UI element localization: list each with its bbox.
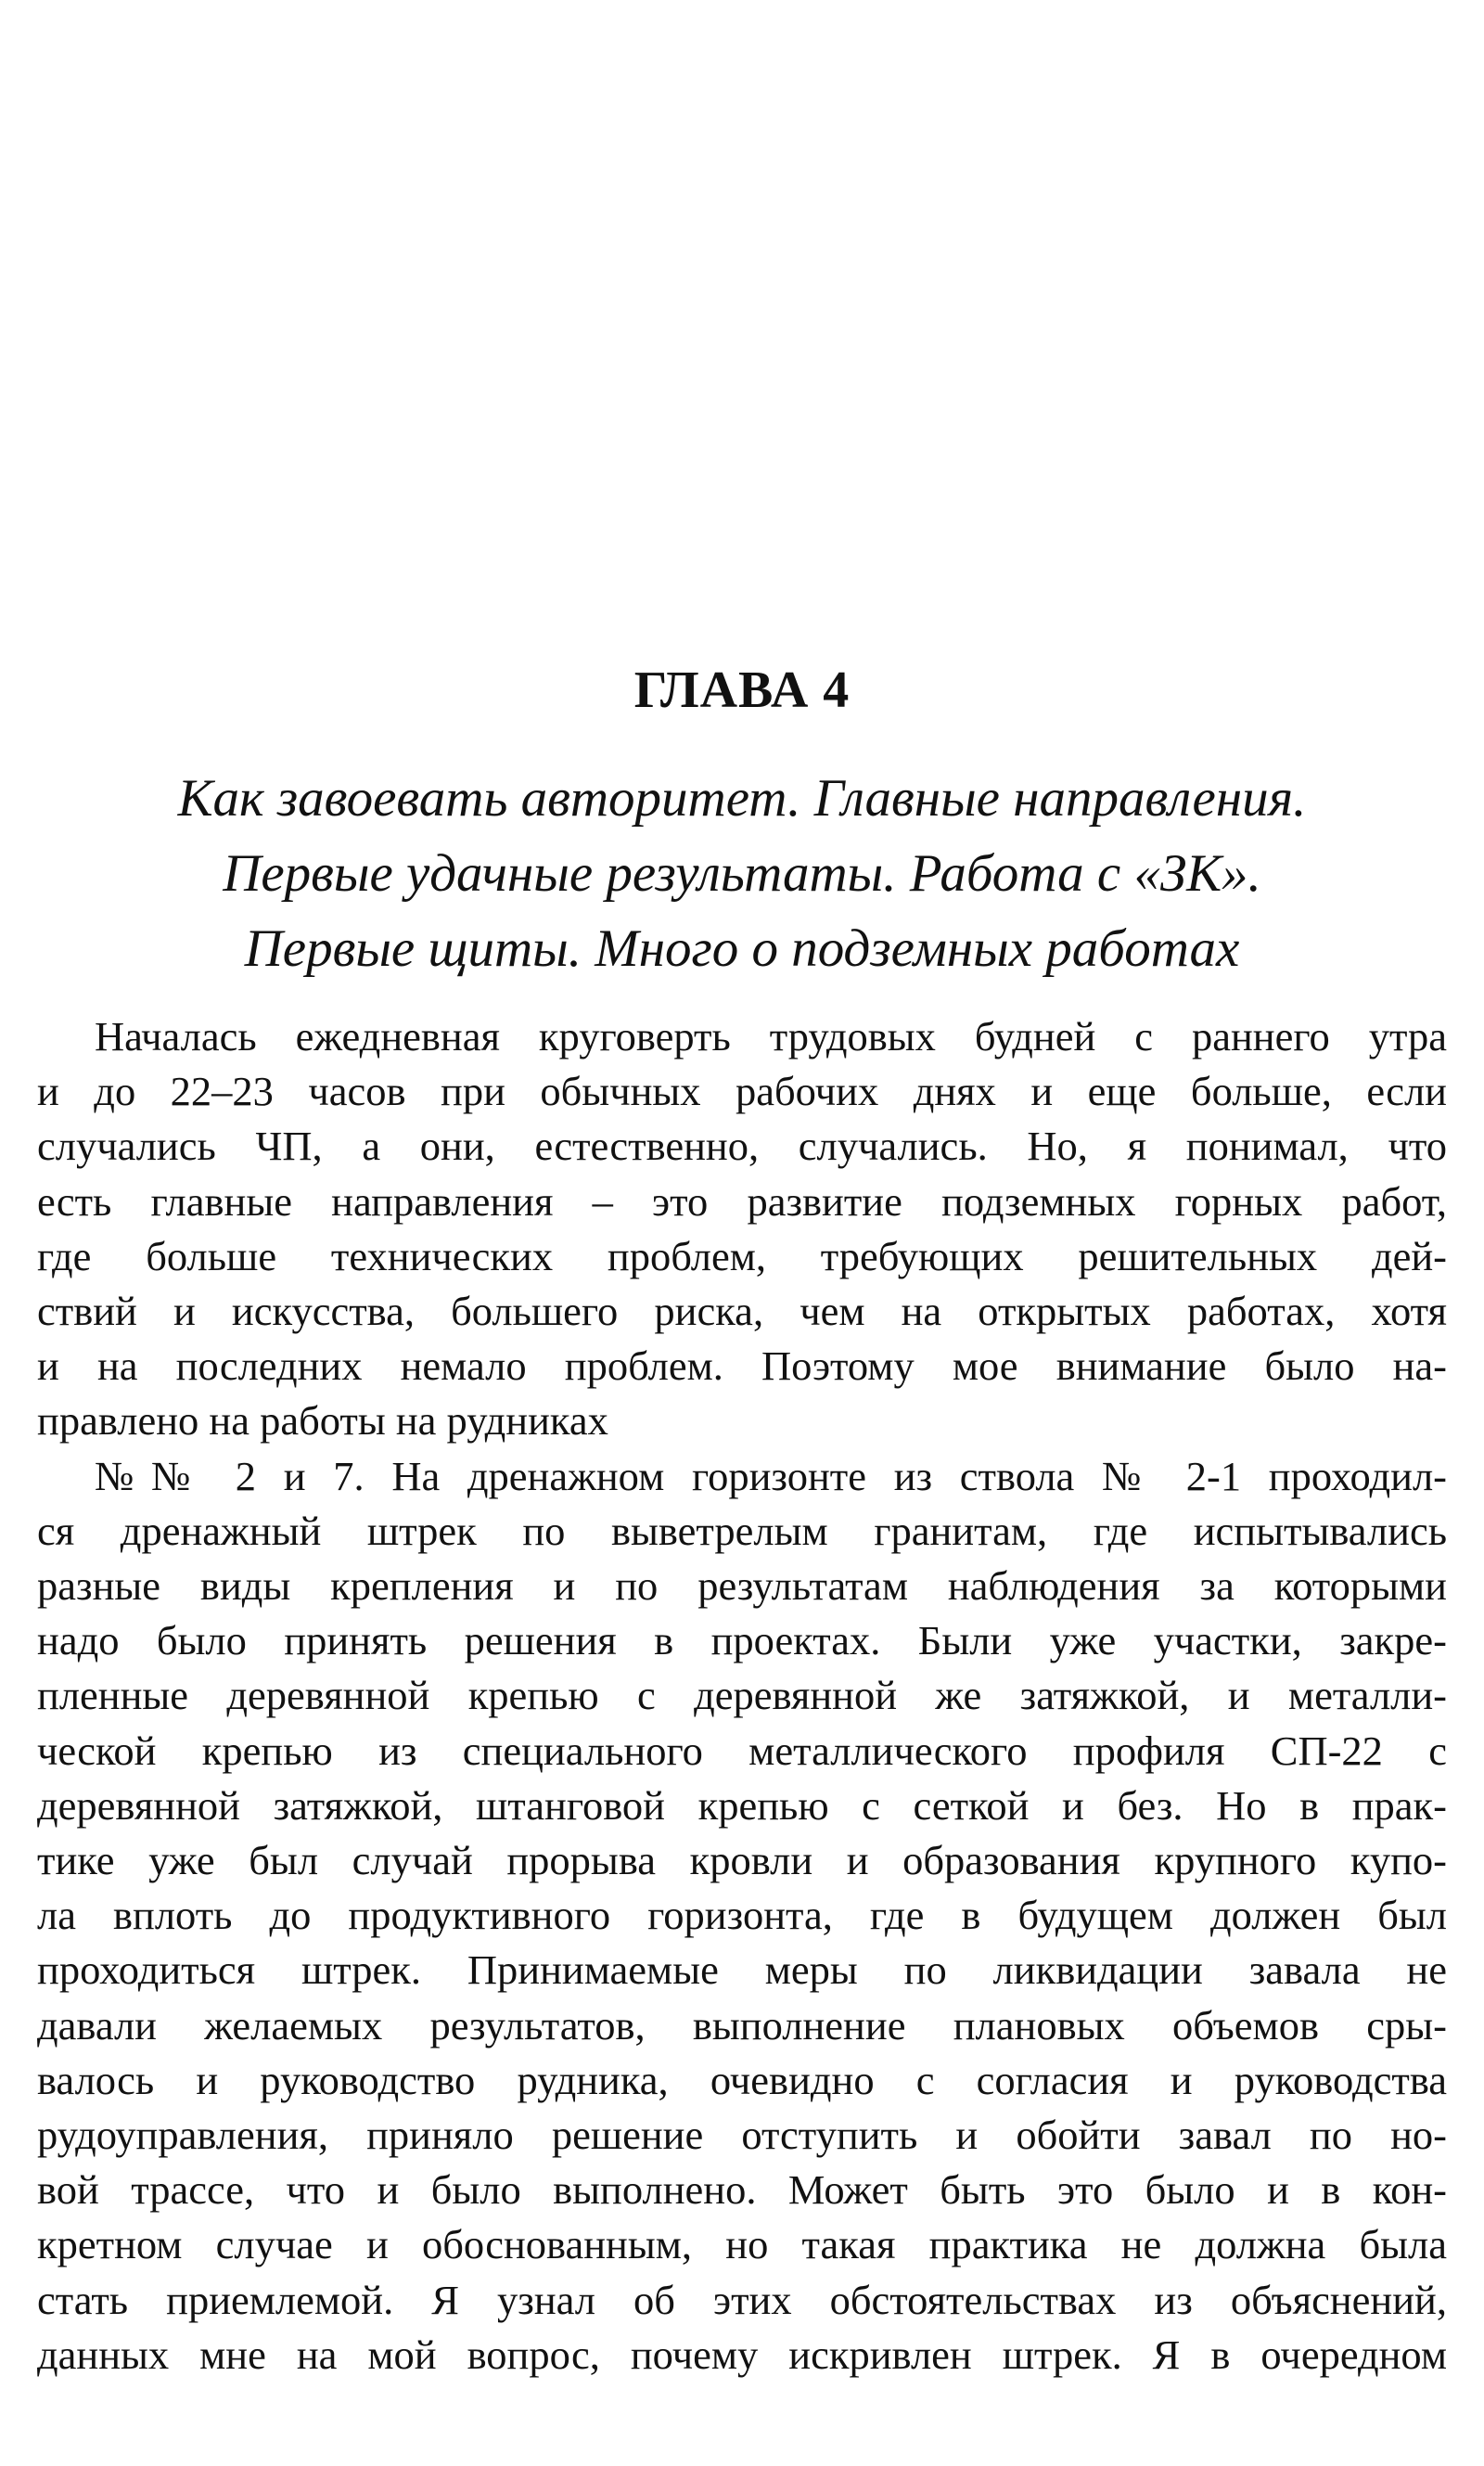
text-line: кретном случае и обоснованным, но такая практика не должна была [37, 2221, 1447, 2268]
subtitle-line: Первые щиты. Много о подземных работах [244, 919, 1240, 978]
chapter-heading: ГЛАВА 4 [633, 661, 851, 719]
text-line: пленные деревянной крепью с деревянной же затяжкой, и металли- [37, 1672, 1447, 1719]
text-line: тике уже был случай прорыва кровли и образования крупного купо- [37, 1837, 1447, 1884]
text-line: где больше технических проблем, требующих решительных дей- [37, 1232, 1447, 1279]
body-text [37, 1009, 1447, 2383]
text-line: рудоуправления, приняло решение отступить и обойти завал по но- [37, 2112, 1447, 2159]
text-line: данных мне на мой вопрос, почему искривлен штрек. Я в очередном [37, 2331, 1447, 2378]
text-line: стать приемлемой. Я узнал об этих обстоятельствах из объяснений, [37, 2276, 1447, 2323]
text-line: ствий и искусства, большего риска, чем на открытых работах, хотя [37, 1288, 1447, 1335]
text-line: правлено на работы на рудниках [37, 1397, 608, 1445]
text-line: вой трассе, что и было выполнено. Может быть это было и в кон- [37, 2166, 1447, 2214]
text-line: давали желаемых результатов, выполнение плановых объемов сры- [37, 2001, 1447, 2049]
text-line: и до 22–23 часов при обычных рабочих днях и еще больше, если [37, 1068, 1447, 1115]
text-line: и на последних немало проблем. Поэтому мое внимание было на- [37, 1342, 1447, 1390]
text-line: надо было принять решения в проектах. Были уже участки, закре- [37, 1617, 1447, 1664]
text-line: случались ЧП, а они, естественно, случались. Но, я понимал, что [37, 1123, 1447, 1170]
subtitle-line: Первые удачные результаты. Работа с «ЗК». [223, 844, 1261, 903]
text-line: ла вплоть до продуктивного горизонта, где в будущем должен был [37, 1892, 1447, 1939]
text-line: №№ 2 и 7. На дренажном горизонте из ствола № 2-1 проходил- [95, 1452, 1447, 1499]
text-line: ся дренажный штрек по выветрелым гранитам, где испытывались [37, 1507, 1447, 1554]
text-line: разные виды крепления и по результатам наблюдения за которыми [37, 1562, 1447, 1610]
text-line: есть главные направления – это развитие подземных горных работ, [37, 1177, 1447, 1225]
text-line: ческой крепью из специального металлического профиля СП-22 с [37, 1727, 1447, 1774]
chapter-subtitle [93, 761, 1391, 986]
text-line: Началась ежедневная круговерть трудовых будней с раннего утра [95, 1013, 1447, 1060]
text-line: валось и руководство рудника, очевидно с согласия и руководства [37, 2056, 1447, 2103]
subtitle-line: Как завоевать авторитет. Главные направления. [177, 769, 1307, 828]
text-line: деревянной затяжкой, штанговой крепью с сеткой и без. Но в прак- [37, 1781, 1447, 1829]
text-line: проходиться штрек. Принимаемые меры по ликвидации завала не [37, 1946, 1447, 1994]
